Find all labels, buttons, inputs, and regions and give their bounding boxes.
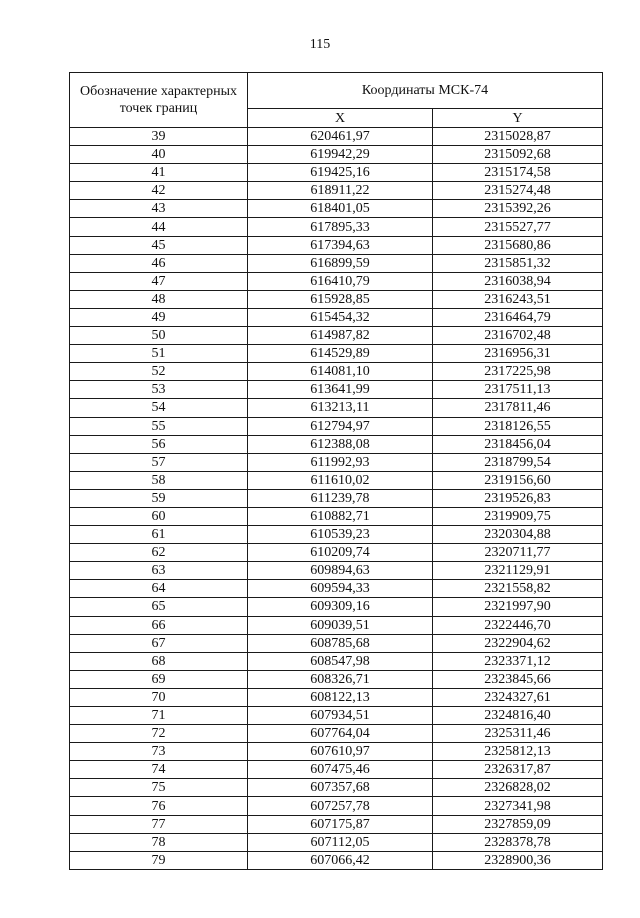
table-row (70, 417, 603, 435)
x-coordinate-cell: 610882,71 (248, 507, 433, 525)
y-coordinate-cell: 2316464,79 (433, 308, 603, 326)
x-coordinate-cell: 611239,78 (248, 489, 433, 507)
point-number-cell: 62 (70, 544, 248, 562)
table-row (70, 471, 603, 489)
point-number-cell: 47 (70, 272, 248, 290)
y-coordinate-cell: 2316702,48 (433, 327, 603, 345)
table-row (70, 489, 603, 507)
point-number-cell: 54 (70, 399, 248, 417)
point-number-cell: 77 (70, 815, 248, 833)
x-coordinate-cell: 619425,16 (248, 164, 433, 182)
table-row (70, 761, 603, 779)
y-coordinate-cell: 2317811,46 (433, 399, 603, 417)
y-coordinate-cell: 2319909,75 (433, 507, 603, 525)
table-row (70, 707, 603, 725)
y-coordinate-cell: 2321558,82 (433, 580, 603, 598)
x-coordinate-cell: 608326,71 (248, 670, 433, 688)
table-row (70, 218, 603, 236)
x-coordinate-cell: 611610,02 (248, 471, 433, 489)
y-coordinate-cell: 2324327,61 (433, 688, 603, 706)
y-coordinate-cell: 2328378,78 (433, 833, 603, 851)
y-coordinate-cell: 2322446,70 (433, 616, 603, 634)
point-number-cell: 78 (70, 833, 248, 851)
table-row (70, 507, 603, 525)
x-coordinate-cell: 614529,89 (248, 345, 433, 363)
x-coordinate-cell: 607175,87 (248, 815, 433, 833)
table-row (70, 236, 603, 254)
y-coordinate-cell: 2326317,87 (433, 761, 603, 779)
table-header (70, 73, 603, 128)
x-coordinate-cell: 607764,04 (248, 725, 433, 743)
point-number-cell: 45 (70, 236, 248, 254)
page-number: 115 (309, 37, 331, 52)
y-column-header: Y (433, 109, 603, 128)
x-coordinate-cell: 613641,99 (248, 381, 433, 399)
table-row (70, 290, 603, 308)
point-number-cell: 71 (70, 707, 248, 725)
point-number-cell: 40 (70, 146, 248, 164)
x-coordinate-cell: 619942,29 (248, 146, 433, 164)
table-row (70, 453, 603, 471)
table-row (70, 272, 603, 290)
table-row (70, 381, 603, 399)
point-number-cell: 69 (70, 670, 248, 688)
y-coordinate-cell: 2315851,32 (433, 254, 603, 272)
table-row (70, 399, 603, 417)
x-coordinate-cell: 615928,85 (248, 290, 433, 308)
point-number-cell: 59 (70, 489, 248, 507)
x-coordinate-cell: 607475,46 (248, 761, 433, 779)
table-row (70, 128, 603, 146)
point-number-cell: 46 (70, 254, 248, 272)
point-number-cell: 74 (70, 761, 248, 779)
table-row (70, 327, 603, 345)
coordinates-table (69, 72, 603, 870)
point-number-cell: 48 (70, 290, 248, 308)
x-coordinate-cell: 616899,59 (248, 254, 433, 272)
table-row (70, 688, 603, 706)
point-number-cell: 79 (70, 851, 248, 869)
table-row (70, 580, 603, 598)
y-coordinate-cell: 2315392,26 (433, 200, 603, 218)
x-coordinate-cell: 614081,10 (248, 363, 433, 381)
point-number-cell: 43 (70, 200, 248, 218)
y-coordinate-cell: 2315174,58 (433, 164, 603, 182)
point-number-cell: 52 (70, 363, 248, 381)
point-number-cell: 63 (70, 562, 248, 580)
y-coordinate-cell: 2327859,09 (433, 815, 603, 833)
coordinates-group-header: Координаты МСК-74 (248, 73, 603, 109)
y-coordinate-cell: 2323371,12 (433, 652, 603, 670)
point-number-cell: 66 (70, 616, 248, 634)
y-coordinate-cell: 2315028,87 (433, 128, 603, 146)
table-row (70, 616, 603, 634)
y-coordinate-cell: 2320711,77 (433, 544, 603, 562)
table-row (70, 435, 603, 453)
point-number-cell: 50 (70, 327, 248, 345)
table-row (70, 363, 603, 381)
y-coordinate-cell: 2320304,88 (433, 526, 603, 544)
point-number-cell: 58 (70, 471, 248, 489)
point-number-cell: 53 (70, 381, 248, 399)
y-coordinate-cell: 2315527,77 (433, 218, 603, 236)
y-coordinate-cell: 2322904,62 (433, 634, 603, 652)
y-coordinate-cell: 2318799,54 (433, 453, 603, 471)
x-coordinate-cell: 607357,68 (248, 779, 433, 797)
x-coordinate-cell: 612388,08 (248, 435, 433, 453)
table-row (70, 308, 603, 326)
point-number-cell: 73 (70, 743, 248, 761)
table-row (70, 833, 603, 851)
x-coordinate-cell: 609594,33 (248, 580, 433, 598)
y-coordinate-cell: 2315092,68 (433, 146, 603, 164)
y-coordinate-cell: 2316243,51 (433, 290, 603, 308)
y-coordinate-cell: 2325311,46 (433, 725, 603, 743)
table-row (70, 815, 603, 833)
x-coordinate-cell: 618401,05 (248, 200, 433, 218)
point-number-cell: 76 (70, 797, 248, 815)
point-number-cell: 70 (70, 688, 248, 706)
point-number-cell: 51 (70, 345, 248, 363)
table-row (70, 598, 603, 616)
point-number-cell: 49 (70, 308, 248, 326)
y-coordinate-cell: 2328900,36 (433, 851, 603, 869)
y-coordinate-cell: 2323845,66 (433, 670, 603, 688)
x-coordinate-cell: 617394,63 (248, 236, 433, 254)
x-coordinate-cell: 607934,51 (248, 707, 433, 725)
point-number-cell: 42 (70, 182, 248, 200)
table-row (70, 670, 603, 688)
table-row (70, 526, 603, 544)
y-coordinate-cell: 2321997,90 (433, 598, 603, 616)
x-coordinate-cell: 610209,74 (248, 544, 433, 562)
y-coordinate-cell: 2317225,98 (433, 363, 603, 381)
table-body (70, 128, 603, 870)
x-coordinate-cell: 611992,93 (248, 453, 433, 471)
point-number-cell: 60 (70, 507, 248, 525)
y-coordinate-cell: 2317511,13 (433, 381, 603, 399)
point-number-cell: 41 (70, 164, 248, 182)
table-row (70, 544, 603, 562)
point-number-cell: 56 (70, 435, 248, 453)
y-coordinate-cell: 2318456,04 (433, 435, 603, 453)
table-row (70, 779, 603, 797)
table-row (70, 146, 603, 164)
x-coordinate-cell: 608547,98 (248, 652, 433, 670)
y-coordinate-cell: 2315274,48 (433, 182, 603, 200)
table-row (70, 797, 603, 815)
y-coordinate-cell: 2316038,94 (433, 272, 603, 290)
y-coordinate-cell: 2321129,91 (433, 562, 603, 580)
table-row (70, 562, 603, 580)
table-row (70, 652, 603, 670)
x-coordinate-cell: 607066,42 (248, 851, 433, 869)
x-coordinate-cell: 607610,97 (248, 743, 433, 761)
point-number-cell: 57 (70, 453, 248, 471)
point-number-cell: 44 (70, 218, 248, 236)
x-coordinate-cell: 609309,16 (248, 598, 433, 616)
y-coordinate-cell: 2324816,40 (433, 707, 603, 725)
point-number-cell: 39 (70, 128, 248, 146)
table-row (70, 634, 603, 652)
x-coordinate-cell: 616410,79 (248, 272, 433, 290)
x-coordinate-cell: 620461,97 (248, 128, 433, 146)
point-number-cell: 65 (70, 598, 248, 616)
x-coordinate-cell: 608785,68 (248, 634, 433, 652)
table-row (70, 725, 603, 743)
x-column-header: X (248, 109, 433, 128)
x-coordinate-cell: 613213,11 (248, 399, 433, 417)
x-coordinate-cell: 607257,78 (248, 797, 433, 815)
y-coordinate-cell: 2327341,98 (433, 797, 603, 815)
table-row (70, 182, 603, 200)
table-row (70, 164, 603, 182)
y-coordinate-cell: 2319526,83 (433, 489, 603, 507)
y-coordinate-cell: 2318126,55 (433, 417, 603, 435)
x-coordinate-cell: 617895,33 (248, 218, 433, 236)
point-number-cell: 61 (70, 526, 248, 544)
x-coordinate-cell: 610539,23 (248, 526, 433, 544)
point-number-cell: 72 (70, 725, 248, 743)
x-coordinate-cell: 615454,32 (248, 308, 433, 326)
y-coordinate-cell: 2316956,31 (433, 345, 603, 363)
point-number-cell: 68 (70, 652, 248, 670)
y-coordinate-cell: 2325812,13 (433, 743, 603, 761)
table-row (70, 345, 603, 363)
point-number-cell: 64 (70, 580, 248, 598)
table-row (70, 743, 603, 761)
point-number-cell: 67 (70, 634, 248, 652)
y-coordinate-cell: 2315680,86 (433, 236, 603, 254)
x-coordinate-cell: 618911,22 (248, 182, 433, 200)
point-number-cell: 75 (70, 779, 248, 797)
table-row (70, 200, 603, 218)
y-coordinate-cell: 2326828,02 (433, 779, 603, 797)
points-column-header: Обозначение характерных точек границ (70, 73, 248, 128)
x-coordinate-cell: 609039,51 (248, 616, 433, 634)
x-coordinate-cell: 609894,63 (248, 562, 433, 580)
x-coordinate-cell: 607112,05 (248, 833, 433, 851)
x-coordinate-cell: 608122,13 (248, 688, 433, 706)
point-number-cell: 55 (70, 417, 248, 435)
y-coordinate-cell: 2319156,60 (433, 471, 603, 489)
x-coordinate-cell: 614987,82 (248, 327, 433, 345)
x-coordinate-cell: 612794,97 (248, 417, 433, 435)
table-row (70, 254, 603, 272)
table-row (70, 851, 603, 869)
